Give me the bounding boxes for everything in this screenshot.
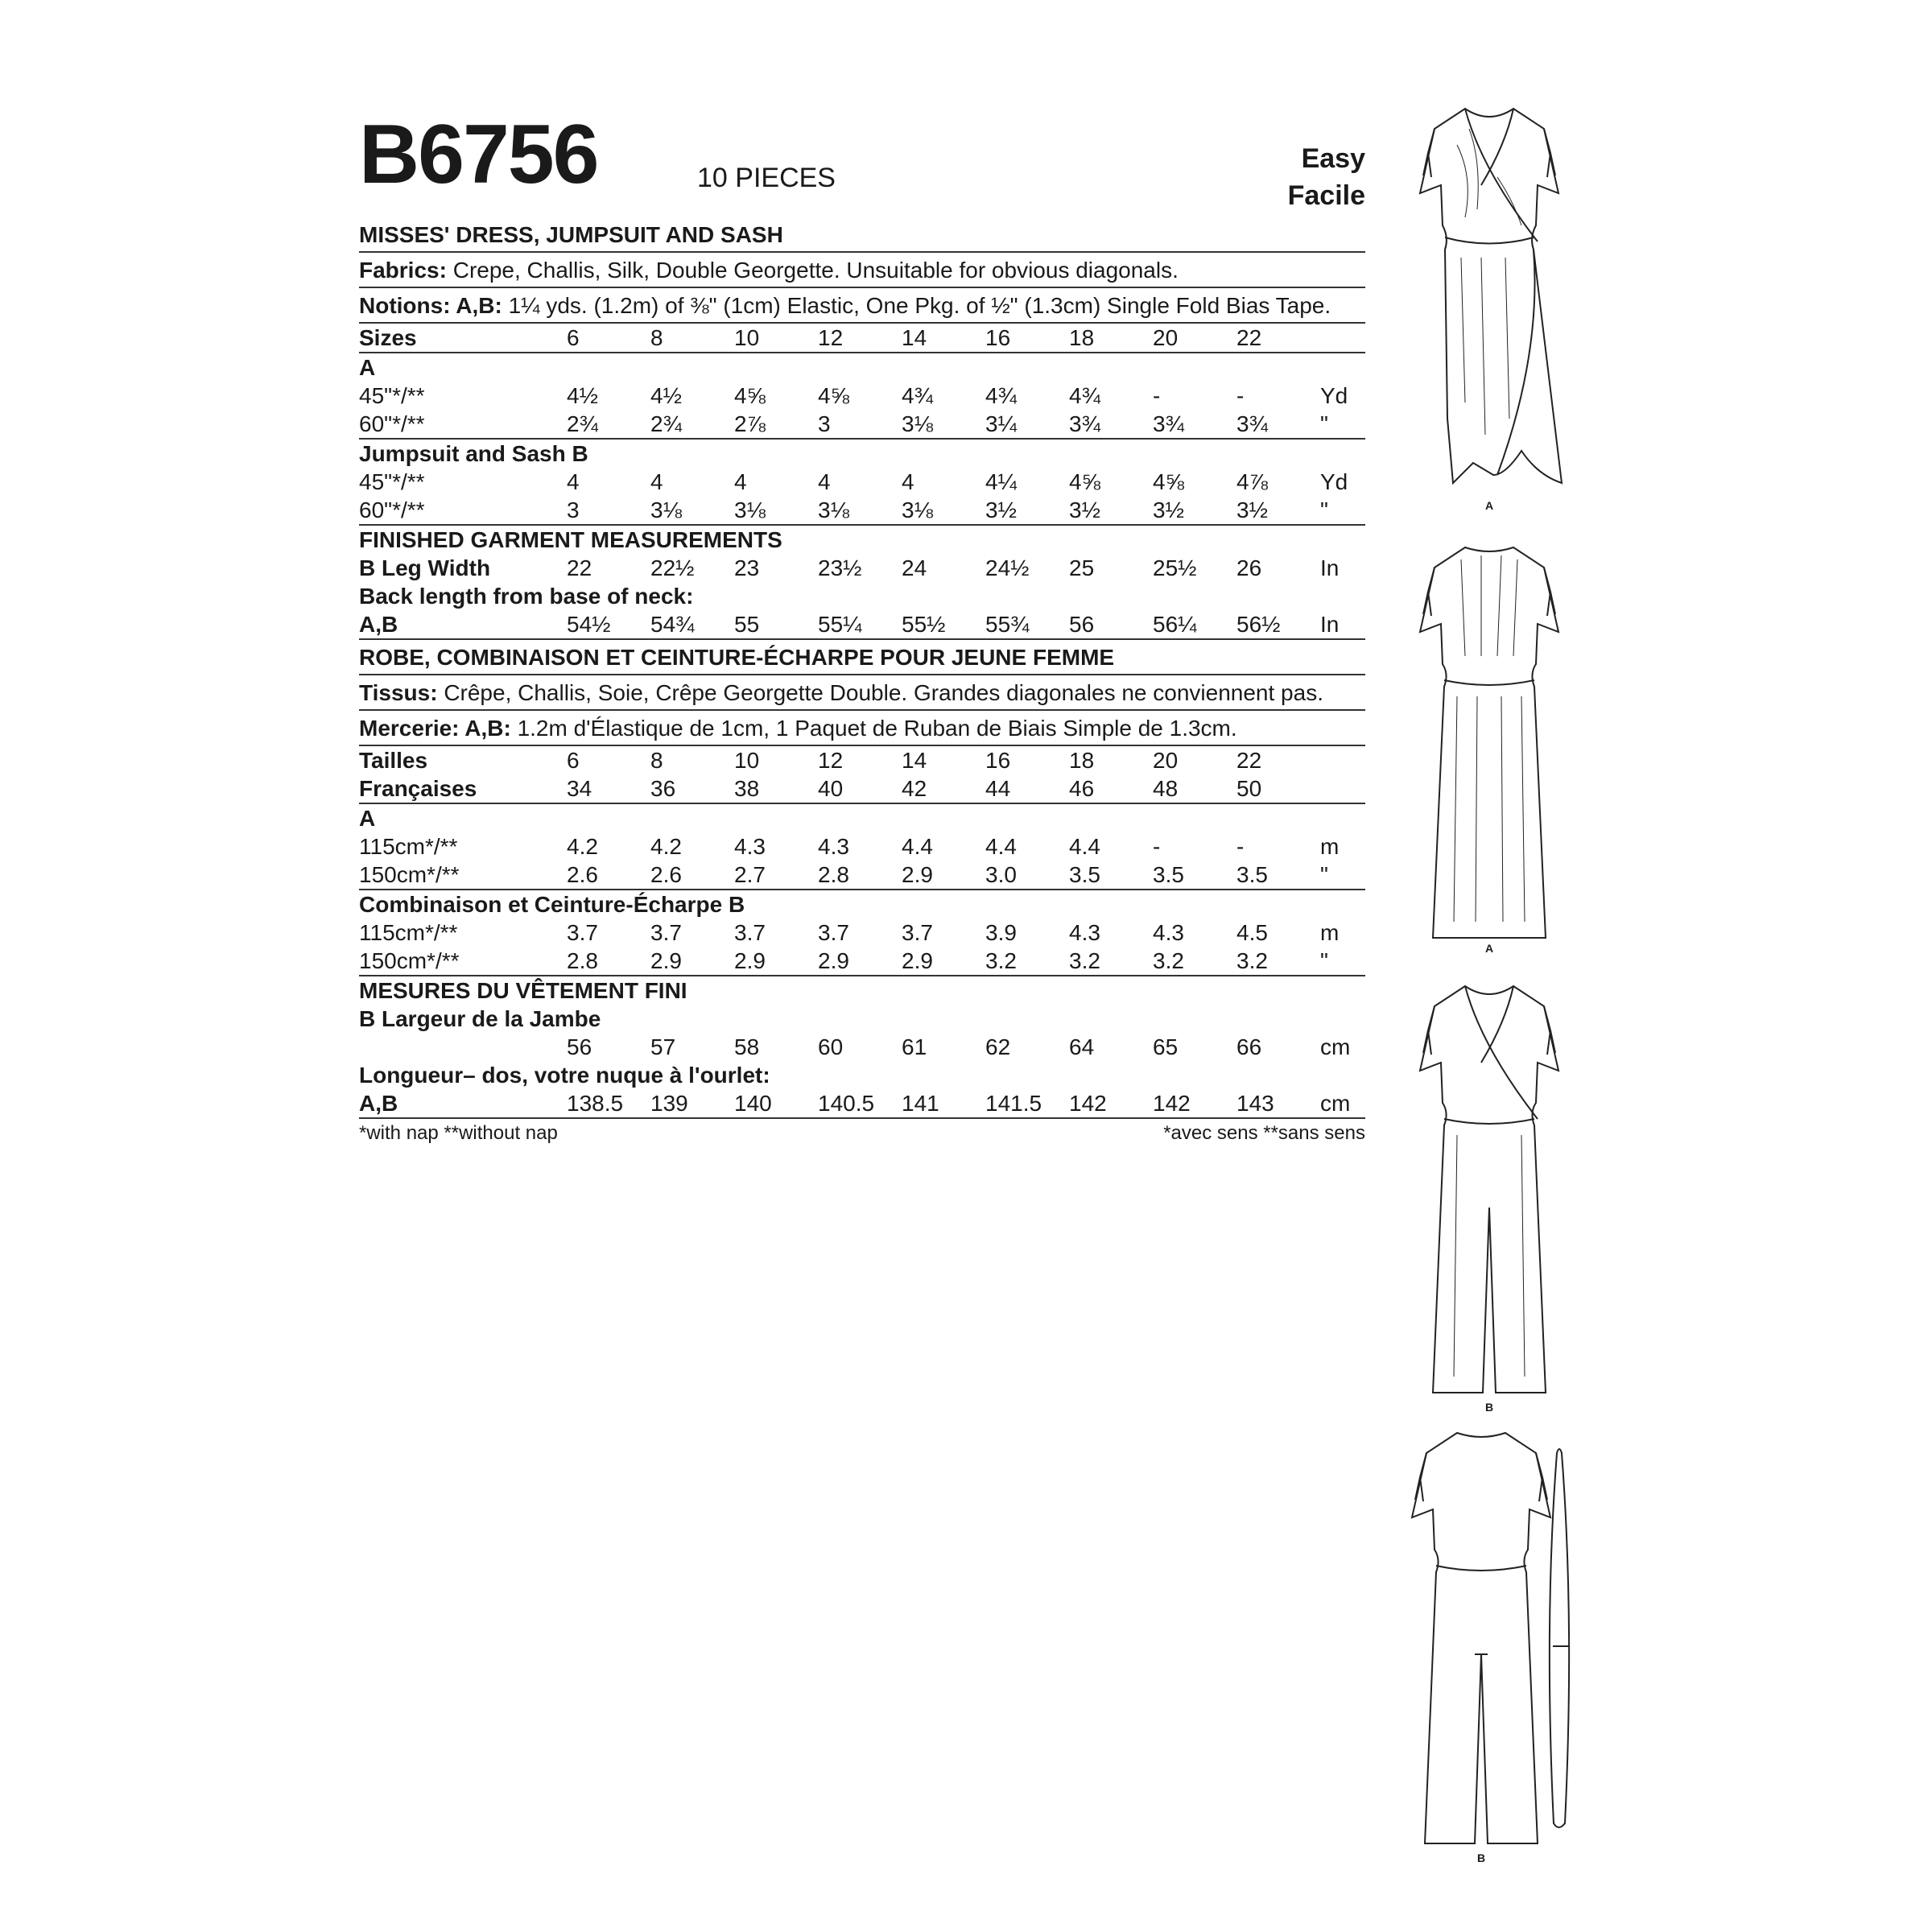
value-cell: 2¾ (567, 410, 650, 439)
jumpsuit-b-back-sketch (1401, 1421, 1578, 1860)
english-title: MISSES' DRESS, JUMPSUIT AND SASH (359, 221, 1365, 253)
value-cell: 3½ (1153, 496, 1236, 525)
value-cell: 3⅛ (734, 496, 818, 525)
row-heading: Combinaison et Ceinture-Écharpe B (359, 892, 745, 917)
leg-width-row (359, 554, 1365, 582)
value-cell: 22½ (650, 555, 695, 580)
mercerie-text: 1.2m d'Élastique de 1cm, 1 Paquet de Ruban de Biais Simple de 1.3cm. (517, 716, 1237, 741)
dress-a-wrap-sketch (1401, 97, 1578, 515)
value-cell: 4 (902, 469, 914, 494)
back-length-heading (359, 582, 1365, 610)
value-cell: 26 (1236, 555, 1262, 580)
value-cell: 18 (1069, 324, 1153, 353)
footnotes (359, 1122, 1365, 1154)
unit-cell: " (1320, 496, 1365, 525)
unit-cell: Yd (1320, 383, 1348, 408)
view-b-row (359, 468, 1365, 496)
value-cell: 4⅝ (1153, 469, 1184, 494)
row-label: B Leg Width (359, 555, 491, 580)
value-cell: 4.4 (1069, 834, 1100, 859)
unit-cell: m (1320, 834, 1340, 859)
value-cell: 3.7 (818, 920, 849, 945)
value-cell: 142 (1153, 1089, 1236, 1118)
value-cell: 3 (567, 496, 650, 525)
value-cell: 14 (902, 748, 927, 773)
value-cell: - (1236, 383, 1245, 408)
value-cell: 48 (1153, 774, 1236, 803)
back-length-row (359, 610, 1365, 639)
value-cell: 3.7 (902, 920, 933, 945)
value-cell: 4 (818, 469, 831, 494)
value-cell: 3⅛ (818, 496, 902, 525)
pattern-envelope-back (359, 108, 1365, 1154)
row-label: 45"*/** (359, 383, 425, 408)
value-cell: 2.8 (567, 947, 650, 976)
value-cell: - (1153, 834, 1161, 859)
french-yardage-table (359, 746, 1365, 1119)
finished-measurements-heading (359, 525, 1365, 554)
value-cell: - (1236, 834, 1245, 859)
value-cell: 3 (818, 410, 902, 439)
figure-label: A (1484, 942, 1494, 955)
back-length-row (359, 1089, 1365, 1118)
value-cell: 140 (734, 1089, 818, 1118)
value-cell: 142 (1069, 1089, 1153, 1118)
view-b-row (359, 496, 1365, 525)
footnote-fr: *avec sens **sans sens (1163, 1122, 1365, 1144)
value-cell: 25 (1069, 555, 1095, 580)
value-cell: 3.5 (1069, 861, 1153, 890)
view-b-row (359, 919, 1365, 947)
value-cell: 140.5 (818, 1089, 902, 1118)
row-label: 150cm*/** (359, 861, 567, 890)
value-cell: 2.9 (902, 947, 985, 976)
notions-text: 1¼ yds. (1.2m) of ⅜" (1cm) Elastic, One Pkg. of ½" (1.3cm) Single Fold Bias Tape. (508, 293, 1331, 318)
value-cell: 4.2 (650, 834, 682, 859)
value-cell: 34 (567, 774, 650, 803)
row-heading: Back length from base of neck: (359, 584, 694, 609)
value-cell: 2¾ (650, 410, 734, 439)
row-heading: A (359, 355, 376, 380)
view-b-heading (359, 890, 1365, 919)
value-cell: 56 (1069, 610, 1153, 639)
value-cell: 40 (818, 774, 902, 803)
value-cell: 3½ (985, 496, 1069, 525)
mercerie-line (359, 711, 1365, 746)
value-cell: 18 (1069, 748, 1095, 773)
value-cell: 3¼ (985, 410, 1069, 439)
view-a-heading (359, 353, 1365, 382)
piece-count: 10 PIECES (697, 163, 836, 193)
fabrics-line (359, 253, 1365, 288)
unit-cell (1320, 774, 1365, 803)
english-yardage-table (359, 324, 1365, 640)
value-cell: 141.5 (985, 1089, 1069, 1118)
value-cell: 3½ (1069, 496, 1153, 525)
value-cell: 61 (902, 1034, 927, 1059)
row-label: A,B (359, 610, 567, 639)
row-heading: A (359, 806, 376, 831)
value-cell: 3⅛ (902, 410, 985, 439)
back-length-heading (359, 1061, 1365, 1089)
value-cell: 4¼ (985, 469, 1017, 494)
value-cell: 4.3 (1153, 920, 1184, 945)
value-cell: 3½ (1236, 496, 1320, 525)
view-a-row (359, 861, 1365, 890)
row-heading: MESURES DU VÊTEMENT FINI (359, 978, 687, 1003)
value-cell: 141 (902, 1089, 985, 1118)
value-cell: 6 (567, 324, 650, 353)
value-cell: 55 (734, 610, 818, 639)
french-sizes-row (359, 774, 1365, 803)
value-cell: 4½ (567, 383, 598, 408)
value-cell: 4.5 (1236, 920, 1268, 945)
value-cell: 4 (567, 469, 580, 494)
value-cell: 42 (902, 774, 985, 803)
row-label: 115cm*/** (359, 920, 458, 945)
value-cell: 3.2 (985, 947, 1069, 976)
value-cell: 4.3 (1069, 920, 1100, 945)
value-cell: 3¾ (1236, 410, 1320, 439)
view-a-row (359, 832, 1365, 861)
value-cell: 3.5 (1236, 861, 1320, 890)
value-cell: 2.6 (567, 861, 650, 890)
value-cell: 3⅛ (650, 496, 734, 525)
value-cell: 22 (1236, 748, 1262, 773)
value-cell: 3¾ (1153, 410, 1236, 439)
value-cell: 3.7 (734, 920, 766, 945)
value-cell: 2.7 (734, 861, 818, 890)
tissus-line (359, 675, 1365, 711)
value-cell: 66 (1236, 1034, 1262, 1059)
value-cell: 55½ (902, 610, 985, 639)
value-cell: 16 (985, 748, 1011, 773)
jumpsuit-b-sketch (1401, 974, 1578, 1409)
value-cell: 3.5 (1153, 861, 1236, 890)
header (359, 108, 1365, 217)
value-cell: 2.9 (902, 861, 985, 890)
value-cell: 3.2 (1236, 947, 1320, 976)
unit-cell: " (1320, 410, 1365, 439)
value-cell: 57 (650, 1034, 676, 1059)
value-cell: 56¼ (1153, 610, 1236, 639)
row-label: Tailles (359, 748, 428, 773)
value-cell: 3.7 (650, 920, 682, 945)
row-label: 60"*/** (359, 410, 567, 439)
value-cell: 36 (650, 774, 734, 803)
notions-line (359, 288, 1365, 324)
footnote-en: *with nap **without nap (359, 1122, 558, 1144)
view-b-heading (359, 439, 1365, 468)
row-label: Françaises (359, 774, 567, 803)
unit-cell: m (1320, 920, 1340, 945)
difficulty (1288, 140, 1365, 214)
sizes-row (359, 746, 1365, 774)
tissus-label: Tissus: (359, 680, 438, 705)
value-cell: 65 (1153, 1034, 1179, 1059)
notions-label: Notions: A,B: (359, 293, 502, 318)
value-cell: 23 (734, 555, 760, 580)
row-heading: Jumpsuit and Sash B (359, 441, 588, 466)
value-cell: 54½ (567, 610, 650, 639)
value-cell: 3.2 (1069, 947, 1153, 976)
unit-cell: " (1320, 861, 1365, 890)
value-cell: 139 (650, 1089, 734, 1118)
value-cell: 2⅞ (734, 410, 818, 439)
value-cell: 143 (1236, 1089, 1320, 1118)
unit-cell: Yd (1320, 469, 1348, 494)
value-cell: 4.3 (734, 834, 766, 859)
value-cell: 12 (818, 748, 844, 773)
view-a-dress-back-drawing (1401, 535, 1578, 962)
value-cell: 2.9 (734, 947, 818, 976)
value-cell: 4.4 (902, 834, 933, 859)
fabrics-text: Crepe, Challis, Silk, Double Georgette. Unsuitable for obvious diagonals. (452, 258, 1179, 283)
row-label: A,B (359, 1089, 567, 1118)
value-cell: 10 (734, 748, 760, 773)
view-a-row (359, 382, 1365, 410)
leg-width-heading (359, 1005, 1365, 1033)
value-cell: 38 (734, 774, 818, 803)
value-cell: 20 (1153, 324, 1236, 353)
value-cell: 22 (1236, 324, 1320, 353)
unit-cell (1320, 324, 1365, 353)
unit-cell (1320, 746, 1365, 774)
value-cell: 2.9 (818, 947, 902, 976)
value-cell: 4¾ (985, 383, 1017, 408)
view-b-jumpsuit-drawing (1401, 974, 1578, 1417)
value-cell: 8 (650, 324, 734, 353)
value-cell: 60 (818, 1034, 844, 1059)
value-cell: 46 (1069, 774, 1153, 803)
finished-measurements-heading (359, 976, 1365, 1005)
value-cell: 24½ (985, 555, 1030, 580)
value-cell: 44 (985, 774, 1069, 803)
value-cell: 20 (1153, 748, 1179, 773)
value-cell: 4⅝ (734, 383, 766, 408)
value-cell: 4½ (650, 383, 682, 408)
value-cell: 50 (1236, 774, 1320, 803)
unit-cell: cm (1320, 1089, 1365, 1118)
value-cell: 4⅞ (1236, 469, 1268, 494)
value-cell: 4⅝ (818, 383, 849, 408)
row-heading: B Largeur de la Jambe (359, 1006, 601, 1031)
value-cell: 24 (902, 555, 927, 580)
value-cell: 2.6 (650, 861, 734, 890)
value-cell: 58 (734, 1034, 760, 1059)
unit-cell: In (1320, 610, 1365, 639)
value-cell: 3.9 (985, 920, 1017, 945)
value-cell: 2.9 (650, 947, 734, 976)
value-cell: 4¾ (1069, 383, 1100, 408)
view-a-wrap-dress-drawing (1401, 97, 1578, 515)
value-cell: 14 (902, 324, 985, 353)
value-cell: 55¾ (985, 610, 1069, 639)
row-label: 150cm*/** (359, 947, 567, 976)
value-cell: 22 (567, 555, 592, 580)
unit-cell: " (1320, 947, 1365, 976)
value-cell: 54¾ (650, 610, 734, 639)
value-cell: 3¾ (1069, 410, 1153, 439)
value-cell: 4 (734, 469, 747, 494)
value-cell: 4⅝ (1069, 469, 1100, 494)
view-b-row (359, 947, 1365, 976)
value-cell: 25½ (1153, 555, 1197, 580)
value-cell: 4.4 (985, 834, 1017, 859)
difficulty-fr: Facile (1287, 180, 1365, 211)
sizes-row (359, 324, 1365, 353)
value-cell: 4.3 (818, 834, 849, 859)
view-a-row (359, 410, 1365, 439)
row-label: 115cm*/** (359, 834, 458, 859)
leg-width-row (359, 1033, 1365, 1061)
value-cell: 138.5 (567, 1089, 650, 1118)
tissus-text: Crêpe, Challis, Soie, Crêpe Georgette Double. Grandes diagonales ne conviennent pas. (444, 680, 1323, 705)
view-b-jumpsuit-back-with-sash-drawing (1401, 1421, 1578, 1872)
row-label (359, 1033, 567, 1061)
difficulty-en: Easy (1301, 143, 1365, 174)
view-a-heading (359, 803, 1365, 832)
value-cell: 10 (734, 324, 818, 353)
value-cell: 55¼ (818, 610, 902, 639)
row-label: 60"*/** (359, 496, 567, 525)
value-cell: 2.8 (818, 861, 902, 890)
value-cell: - (1153, 383, 1161, 408)
value-cell: 64 (1069, 1034, 1095, 1059)
value-cell: 4.2 (567, 834, 598, 859)
value-cell: 8 (650, 748, 663, 773)
row-heading: Longueur– dos, votre nuque à l'ourlet: (359, 1063, 770, 1088)
value-cell: 3.2 (1153, 947, 1236, 976)
figure-label: B (1484, 1401, 1494, 1414)
value-cell: 3⅛ (902, 496, 985, 525)
mercerie-label: Mercerie: A,B: (359, 716, 511, 741)
value-cell: 3.7 (567, 920, 598, 945)
figure-label: B (1476, 1852, 1486, 1864)
row-heading: FINISHED GARMENT MEASUREMENTS (359, 527, 782, 552)
row-label: 45"*/** (359, 469, 425, 494)
value-cell: 56 (567, 1034, 592, 1059)
unit-cell: In (1320, 555, 1340, 580)
unit-cell: cm (1320, 1034, 1351, 1059)
pattern-number: B6756 (359, 108, 598, 201)
fabrics-label: Fabrics: (359, 258, 447, 283)
value-cell: 16 (985, 324, 1069, 353)
value-cell: 62 (985, 1034, 1011, 1059)
value-cell: 23½ (818, 555, 862, 580)
value-cell: 6 (567, 748, 580, 773)
figure-label: A (1484, 499, 1494, 512)
value-cell: 4¾ (902, 383, 933, 408)
value-cell: 12 (818, 324, 902, 353)
value-cell: 4 (650, 469, 663, 494)
value-cell: 3.0 (985, 861, 1069, 890)
dress-a-back-sketch (1401, 535, 1578, 954)
row-label: Sizes (359, 324, 567, 353)
french-title: ROBE, COMBINAISON ET CEINTURE-ÉCHARPE POUR JEUNE FEMME (359, 643, 1365, 675)
value-cell: 56½ (1236, 610, 1320, 639)
